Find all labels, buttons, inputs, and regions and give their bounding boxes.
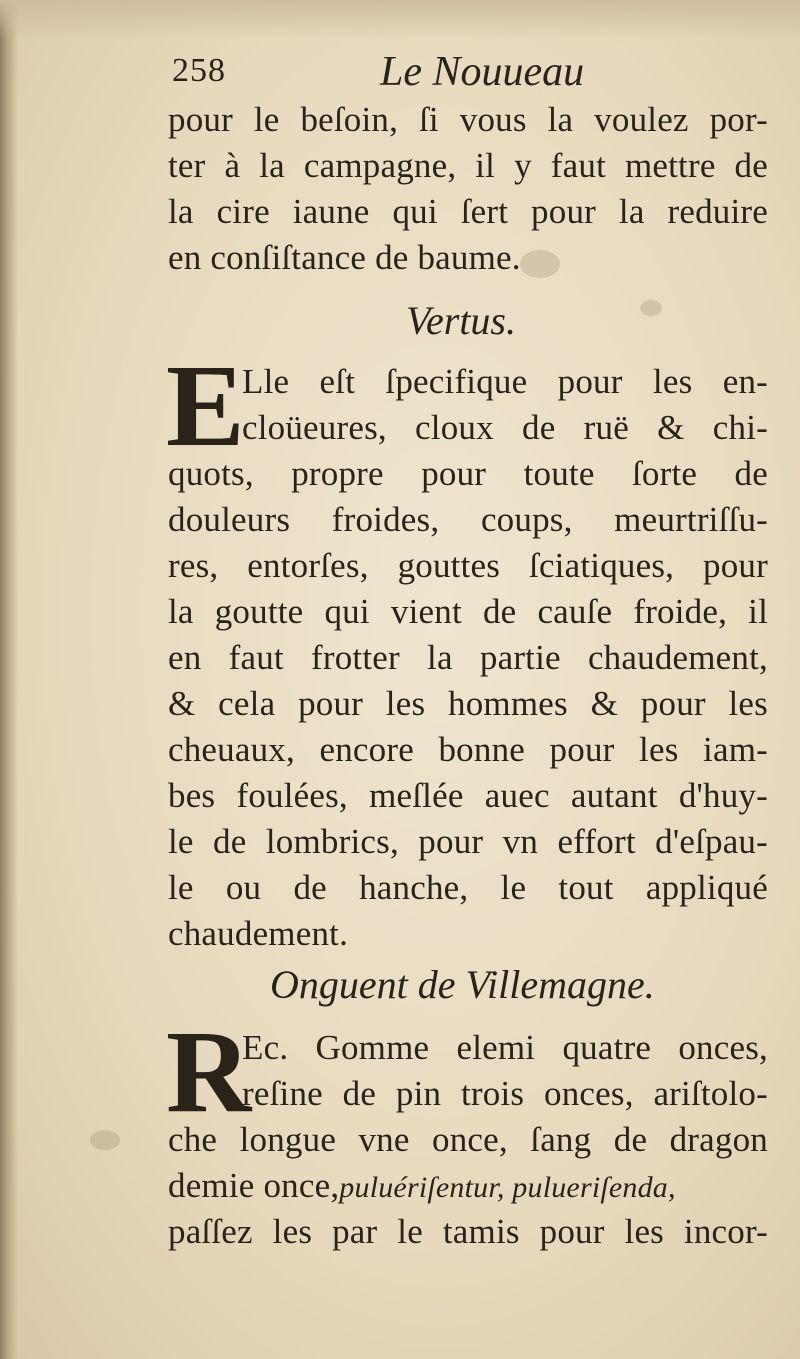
text-line: douleurs froides, coups, meurtriſſu- <box>168 500 768 539</box>
text-line-mixed <box>168 1164 768 1208</box>
text-line: reſine de pin trois onces, ariſtolo- <box>242 1074 768 1113</box>
text-line: cheuaux, encore bonne pour les iam- <box>168 730 768 769</box>
paper-stain <box>640 300 662 316</box>
text-line: che longue vne once, ſang de dragon <box>168 1120 768 1159</box>
text-line: bes foulées, meſlée auec autant d'huy- <box>168 776 768 815</box>
text-line: paſſez les par le tamis pour les incor- <box>168 1212 768 1251</box>
text-line: en conſiſtance de baume. <box>168 238 521 277</box>
section-heading-vertus: Vertus. <box>406 298 516 343</box>
page-top-shadow <box>0 0 800 40</box>
text-line: quots, propre pour toute ſorte de <box>168 454 768 493</box>
text-line: res, entorſes, gouttes ſciatiques, pour <box>168 546 768 585</box>
section-heading-onguent: Onguent de Villemagne. <box>270 962 655 1007</box>
latin-italic-phrase: puluériſentur, pulueriſenda, <box>339 1171 676 1204</box>
text-line: pour le beſoin, ſi vous la voulez por- <box>168 100 768 139</box>
page-gutter-shadow <box>0 0 18 1359</box>
drop-cap-r: R <box>166 1006 252 1137</box>
text-line: & cela pour les hommes & pour les <box>168 684 768 723</box>
text-line: en faut frotter la partie chaudement, <box>168 638 768 677</box>
text-segment: demie once, <box>168 1166 340 1205</box>
text-line: Ec. Gomme elemi quatre onces, <box>242 1028 768 1067</box>
text-line: le de lombrics, pour vn effort d'eſpau- <box>168 822 768 861</box>
paper-stain <box>90 1130 120 1150</box>
text-line: Lle eſt ſpecifique pour les en- <box>242 362 768 401</box>
drop-cap-e: E <box>166 340 245 471</box>
text-line: la goutte qui vient de cauſe froide, il <box>168 592 768 631</box>
text-line: la cire iaune qui ſert pour la reduire <box>168 192 768 231</box>
text-line: ter à la campagne, il y faut mettre de <box>168 146 768 185</box>
page-number: 258 <box>172 52 226 89</box>
text-line: chaudement. <box>168 914 349 953</box>
page-header <box>168 42 608 102</box>
running-title: Le Nouueau <box>380 49 585 95</box>
text-line: le ou de hanche, le tout appliqué <box>168 868 768 907</box>
text-line: cloüeures, cloux de ruë & chi- <box>242 408 768 447</box>
